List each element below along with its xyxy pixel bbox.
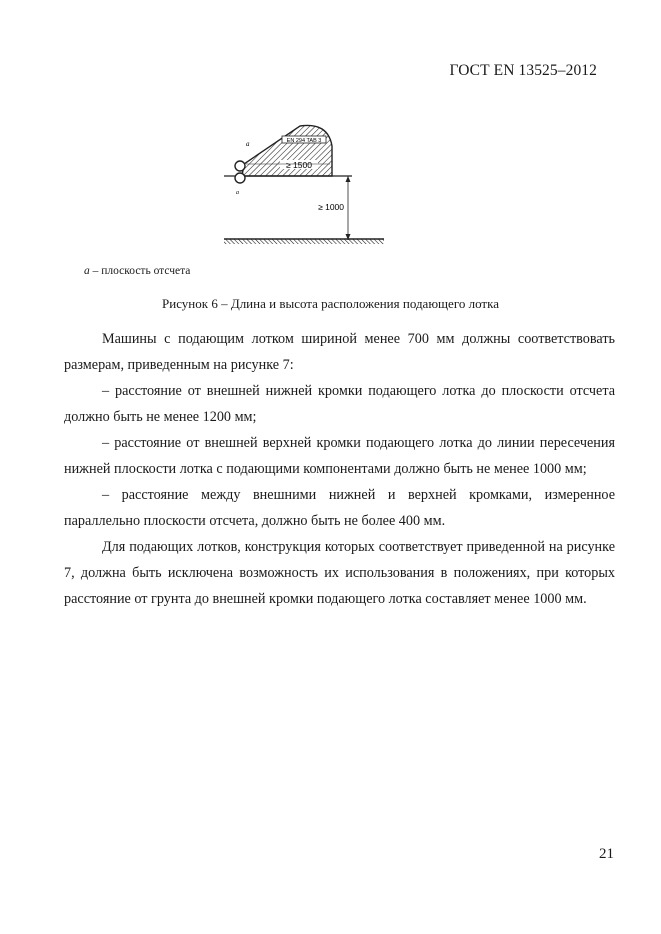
dim-1000-label: ≥ 1000 xyxy=(318,202,344,212)
dim-1000-arrow-top xyxy=(346,176,351,182)
paragraph: Для подающих лотков, конструкция которых соответствует приведенной на рисунке 7, должна быть исключена возможность их использования в положениях, при которых расстояние от грунта до внешней кромки подающего лотка составляет менее 1000 мм. xyxy=(64,539,615,607)
paragraph: – расстояние между внешними нижней и верхней кромками, измеренное параллельно плоскости отсчета, должно быть не более 400 мм. xyxy=(64,487,615,529)
legend-symbol: a xyxy=(84,265,90,277)
edge-circle-upper xyxy=(235,161,245,171)
paragraph: Машины с подающим лотком шириной менее 700 мм должны соответствовать размерам, приведенным на рисунке 7: xyxy=(64,331,615,373)
body-text xyxy=(64,326,615,612)
edge-circle-lower xyxy=(235,173,245,183)
feed-tray-drawing xyxy=(210,118,400,253)
document-header: ГОСТ EN 13525–2012 xyxy=(449,62,597,79)
paragraph: – расстояние от внешней нижней кромки подающего лотка до плоскости отсчета должно быть не менее 1200 мм; xyxy=(64,383,615,425)
tray-plate-text: EN 294 TAB 3 xyxy=(286,138,322,144)
ground-hatch xyxy=(224,239,384,244)
figure-caption: Рисунок 6 – Длина и высота расположения подающего лотка xyxy=(162,296,499,311)
dim-1500-label: ≥ 1500 xyxy=(286,160,312,170)
label-a-lower: a xyxy=(236,190,239,196)
figure-6-diagram xyxy=(210,118,400,253)
legend-text: – плоскость отсчета xyxy=(89,265,191,277)
paragraph: – расстояние от внешней верхней кромки подающего лотка до линии пересечения нижней плоскости лотка с подающими компонентами должно быть не менее 1000 мм; xyxy=(64,435,615,477)
label-a-upper: a xyxy=(246,140,250,148)
figure-legend xyxy=(84,265,190,277)
page-number: 21 xyxy=(599,846,614,862)
